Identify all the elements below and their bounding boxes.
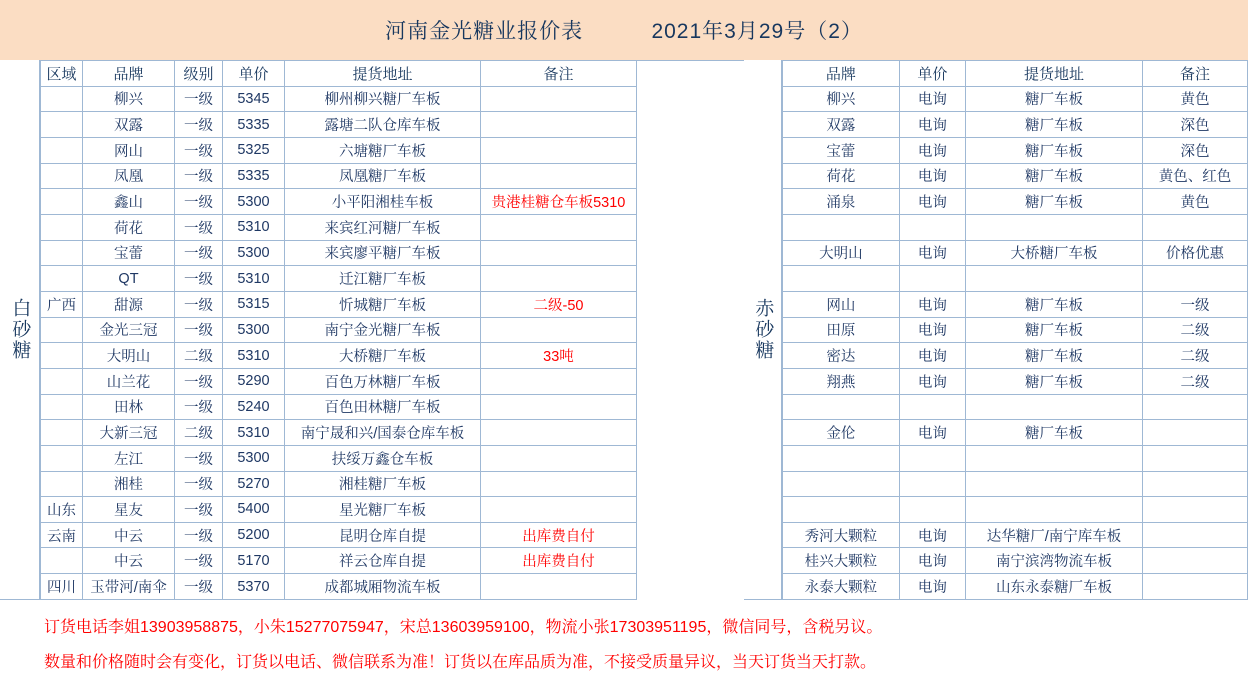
cell-note: 价格优惠 xyxy=(1143,240,1248,266)
cell-grade: 一级 xyxy=(175,240,223,266)
cell-region xyxy=(41,266,83,292)
cell-brand: 田林 xyxy=(83,394,175,420)
cell-address: 扶绥万鑫仓车板 xyxy=(285,445,481,471)
cell-region xyxy=(41,214,83,240)
cell-price xyxy=(899,445,965,471)
column-header-2: 级别 xyxy=(175,61,223,87)
red-sugar-pane xyxy=(744,60,1248,600)
cell-grade: 一级 xyxy=(175,574,223,600)
table-row xyxy=(41,266,637,292)
cell-note: 出库费自付 xyxy=(481,548,637,574)
cell-region xyxy=(41,163,83,189)
cell-brand: 甜源 xyxy=(83,291,175,317)
cell-region: 广西 xyxy=(41,291,83,317)
cell-price: 5300 xyxy=(223,317,285,343)
cell-brand: 网山 xyxy=(783,291,900,317)
cell-price: 电询 xyxy=(899,420,965,446)
cell-address: 糖厂车板 xyxy=(965,86,1142,112)
red-sugar-table xyxy=(782,60,1248,600)
cell-region: 四川 xyxy=(41,574,83,600)
cell-address: 糖厂车板 xyxy=(965,343,1142,369)
cell-note: 出库费自付 xyxy=(481,522,637,548)
table-row xyxy=(783,112,1248,138)
cell-price: 电询 xyxy=(899,240,965,266)
cell-address: 糖厂车板 xyxy=(965,420,1142,446)
cell-price: 电询 xyxy=(899,112,965,138)
cell-note: 黄色 xyxy=(1143,86,1248,112)
cell-brand: 中云 xyxy=(83,548,175,574)
cell-address: 露塘二队仓库车板 xyxy=(285,112,481,138)
cell-brand: 双露 xyxy=(83,112,175,138)
cell-grade: 二级 xyxy=(175,343,223,369)
red-sugar-label-text: 赤砂糖 xyxy=(752,298,774,361)
cell-price: 5315 xyxy=(223,291,285,317)
cell-note: 一级 xyxy=(1143,291,1248,317)
footer-line-1: 订货电话李姐13903958875，小朱15277075947，宋总13603959100，物流小张17303951195，微信同号，含税另议。 xyxy=(44,619,883,636)
cell-note xyxy=(481,163,637,189)
cell-price: 电询 xyxy=(899,522,965,548)
table-row xyxy=(41,112,637,138)
table-row xyxy=(783,291,1248,317)
cell-region xyxy=(41,368,83,394)
cell-grade: 一级 xyxy=(175,189,223,215)
cell-price: 5400 xyxy=(223,497,285,523)
cell-note xyxy=(1143,522,1248,548)
cell-brand: QT xyxy=(83,266,175,292)
tables-area xyxy=(0,60,1248,600)
cell-grade: 二级 xyxy=(175,420,223,446)
table-row xyxy=(41,420,637,446)
cell-brand: 大新三冠 xyxy=(83,420,175,446)
cell-region xyxy=(41,343,83,369)
column-header-2: 提货地址 xyxy=(965,61,1142,87)
cell-price: 5335 xyxy=(223,163,285,189)
cell-address: 大桥糖厂车板 xyxy=(285,343,481,369)
column-header-3: 备注 xyxy=(1143,61,1248,87)
table-row xyxy=(41,548,637,574)
cell-note: 黄色 xyxy=(1143,189,1248,215)
table-row xyxy=(783,394,1248,420)
cell-address: 百色田林糖厂车板 xyxy=(285,394,481,420)
cell-note: 贵港桂糖仓车板5310 xyxy=(481,189,637,215)
cell-address: 六塘糖厂车板 xyxy=(285,137,481,163)
cell-grade: 一级 xyxy=(175,548,223,574)
cell-price: 电询 xyxy=(899,317,965,343)
table-row xyxy=(783,548,1248,574)
cell-region xyxy=(41,189,83,215)
cell-price xyxy=(899,214,965,240)
cell-address: 柳州柳兴糖厂车板 xyxy=(285,86,481,112)
cell-brand xyxy=(783,266,900,292)
cell-address xyxy=(965,394,1142,420)
column-header-5: 备注 xyxy=(481,61,637,87)
cell-note xyxy=(1143,266,1248,292)
cell-brand xyxy=(783,497,900,523)
cell-address xyxy=(965,266,1142,292)
cell-brand xyxy=(783,214,900,240)
cell-price: 5170 xyxy=(223,548,285,574)
table-header-row xyxy=(783,61,1248,87)
cell-address: 糖厂车板 xyxy=(965,112,1142,138)
cell-price: 电询 xyxy=(899,189,965,215)
cell-address: 昆明仓库自提 xyxy=(285,522,481,548)
cell-price: 5310 xyxy=(223,343,285,369)
cell-note xyxy=(481,214,637,240)
cell-note xyxy=(481,266,637,292)
cell-brand: 秀河大颗粒 xyxy=(783,522,900,548)
cell-note: 二级 xyxy=(1143,317,1248,343)
cell-brand: 中云 xyxy=(83,522,175,548)
cell-region xyxy=(41,240,83,266)
page-title: 河南金光糖业报价表 2021年3月29号（2） xyxy=(385,20,863,43)
table-row xyxy=(41,574,637,600)
cell-price xyxy=(899,497,965,523)
cell-note xyxy=(1143,394,1248,420)
cell-note xyxy=(481,86,637,112)
cell-note xyxy=(481,574,637,600)
cell-price: 5310 xyxy=(223,266,285,292)
white-sugar-pane xyxy=(0,60,744,600)
cell-note xyxy=(481,394,637,420)
table-row xyxy=(41,189,637,215)
cell-brand: 网山 xyxy=(83,137,175,163)
cell-brand: 宝蕾 xyxy=(783,137,900,163)
cell-address xyxy=(965,471,1142,497)
cell-note xyxy=(1143,420,1248,446)
cell-grade: 一级 xyxy=(175,137,223,163)
cell-price: 电询 xyxy=(899,137,965,163)
cell-address: 糖厂车板 xyxy=(965,137,1142,163)
table-row xyxy=(783,497,1248,523)
cell-brand: 双露 xyxy=(783,112,900,138)
table-row xyxy=(41,291,637,317)
cell-region: 云南 xyxy=(41,522,83,548)
cell-address xyxy=(965,445,1142,471)
table-row xyxy=(783,445,1248,471)
table-row xyxy=(783,240,1248,266)
cell-brand: 宝蕾 xyxy=(83,240,175,266)
cell-note xyxy=(1143,497,1248,523)
cell-address: 大桥糖厂车板 xyxy=(965,240,1142,266)
cell-address: 祥云仓库自提 xyxy=(285,548,481,574)
cell-note xyxy=(481,445,637,471)
table-row xyxy=(783,266,1248,292)
table-row xyxy=(41,163,637,189)
cell-grade: 一级 xyxy=(175,317,223,343)
cell-grade: 一级 xyxy=(175,368,223,394)
cell-brand: 凤凰 xyxy=(83,163,175,189)
cell-brand: 翔燕 xyxy=(783,368,900,394)
cell-address: 山东永泰糖厂车板 xyxy=(965,574,1142,600)
cell-price: 电询 xyxy=(899,548,965,574)
table-row xyxy=(783,137,1248,163)
cell-brand: 荷花 xyxy=(783,163,900,189)
cell-brand: 柳兴 xyxy=(783,86,900,112)
cell-note xyxy=(481,497,637,523)
cell-brand: 涌泉 xyxy=(783,189,900,215)
cell-address: 凤凰糖厂车板 xyxy=(285,163,481,189)
cell-brand xyxy=(783,445,900,471)
cell-address: 星光糖厂车板 xyxy=(285,497,481,523)
cell-brand: 桂兴大颗粒 xyxy=(783,548,900,574)
cell-brand: 玉带河/南伞 xyxy=(83,574,175,600)
table-row xyxy=(783,189,1248,215)
table-row xyxy=(41,445,637,471)
table-row xyxy=(783,471,1248,497)
cell-brand: 田原 xyxy=(783,317,900,343)
cell-price xyxy=(899,471,965,497)
cell-price: 5310 xyxy=(223,214,285,240)
footer-line-2: 数量和价格随时会有变化，订货以电话、微信联系为准！订货以在库品质为准，不接受质量异议，当天订货当天打款。 xyxy=(44,654,877,671)
cell-brand: 金光三冠 xyxy=(83,317,175,343)
cell-price: 电询 xyxy=(899,574,965,600)
cell-note: 深色 xyxy=(1143,112,1248,138)
cell-note xyxy=(1143,548,1248,574)
white-sugar-table xyxy=(40,60,637,600)
table-row xyxy=(41,368,637,394)
table-row xyxy=(41,343,637,369)
column-header-4: 提货地址 xyxy=(285,61,481,87)
cell-address xyxy=(965,497,1142,523)
cell-address: 糖厂车板 xyxy=(965,317,1142,343)
cell-price: 电询 xyxy=(899,86,965,112)
cell-note xyxy=(481,112,637,138)
cell-price: 5300 xyxy=(223,445,285,471)
cell-price xyxy=(899,394,965,420)
cell-price: 电询 xyxy=(899,163,965,189)
cell-price: 电询 xyxy=(899,368,965,394)
table-row xyxy=(41,214,637,240)
white-sugar-label xyxy=(0,60,40,600)
cell-price: 5335 xyxy=(223,112,285,138)
red-sugar-label xyxy=(744,60,782,600)
cell-brand: 柳兴 xyxy=(83,86,175,112)
column-header-1: 品牌 xyxy=(83,61,175,87)
cell-note: 二级-50 xyxy=(481,291,637,317)
cell-grade: 一级 xyxy=(175,445,223,471)
cell-brand: 永泰大颗粒 xyxy=(783,574,900,600)
cell-note xyxy=(1143,445,1248,471)
cell-address: 南宁滨湾物流车板 xyxy=(965,548,1142,574)
cell-grade: 一级 xyxy=(175,266,223,292)
cell-brand xyxy=(783,394,900,420)
footer-notes xyxy=(0,600,1248,700)
table-row xyxy=(41,137,637,163)
cell-grade: 一级 xyxy=(175,86,223,112)
cell-grade: 一级 xyxy=(175,291,223,317)
cell-brand: 密达 xyxy=(783,343,900,369)
column-header-3: 单价 xyxy=(223,61,285,87)
cell-address: 来宾廖平糖厂车板 xyxy=(285,240,481,266)
cell-note xyxy=(1143,471,1248,497)
cell-region xyxy=(41,317,83,343)
cell-address: 成都城厢物流车板 xyxy=(285,574,481,600)
white-sugar-label-text: 白砂糖 xyxy=(9,298,31,361)
cell-note xyxy=(481,420,637,446)
cell-grade: 一级 xyxy=(175,471,223,497)
cell-note: 二级 xyxy=(1143,343,1248,369)
cell-grade: 一级 xyxy=(175,394,223,420)
cell-address: 百色万林糖厂车板 xyxy=(285,368,481,394)
table-row xyxy=(41,86,637,112)
cell-note xyxy=(481,317,637,343)
cell-note: 二级 xyxy=(1143,368,1248,394)
cell-note xyxy=(481,240,637,266)
cell-address: 糖厂车板 xyxy=(965,163,1142,189)
cell-brand: 山兰花 xyxy=(83,368,175,394)
cell-region xyxy=(41,86,83,112)
table-row xyxy=(783,574,1248,600)
table-row xyxy=(41,394,637,420)
cell-note: 33吨 xyxy=(481,343,637,369)
cell-address: 忻城糖厂车板 xyxy=(285,291,481,317)
cell-region xyxy=(41,420,83,446)
cell-address: 糖厂车板 xyxy=(965,189,1142,215)
table-row xyxy=(783,343,1248,369)
table-row xyxy=(783,214,1248,240)
cell-price: 5345 xyxy=(223,86,285,112)
cell-price: 电询 xyxy=(899,343,965,369)
cell-note: 黄色、红色 xyxy=(1143,163,1248,189)
cell-address: 南宁金光糖厂车板 xyxy=(285,317,481,343)
cell-price: 5325 xyxy=(223,137,285,163)
cell-note xyxy=(481,137,637,163)
table-row xyxy=(41,522,637,548)
cell-region: 山东 xyxy=(41,497,83,523)
cell-note xyxy=(481,368,637,394)
cell-brand: 荷花 xyxy=(83,214,175,240)
cell-grade: 一级 xyxy=(175,522,223,548)
cell-brand: 大明山 xyxy=(83,343,175,369)
cell-grade: 一级 xyxy=(175,214,223,240)
title-bar xyxy=(0,0,1248,61)
cell-address: 糖厂车板 xyxy=(965,291,1142,317)
column-header-0: 区域 xyxy=(41,61,83,87)
table-row xyxy=(783,163,1248,189)
cell-address: 达华糖厂/南宁库车板 xyxy=(965,522,1142,548)
table-row xyxy=(41,240,637,266)
cell-price: 5200 xyxy=(223,522,285,548)
cell-price: 5240 xyxy=(223,394,285,420)
cell-note xyxy=(481,471,637,497)
cell-brand: 大明山 xyxy=(783,240,900,266)
cell-region xyxy=(41,137,83,163)
cell-address: 糖厂车板 xyxy=(965,368,1142,394)
cell-price: 5310 xyxy=(223,420,285,446)
cell-brand: 星友 xyxy=(83,497,175,523)
cell-address: 来宾红河糖厂车板 xyxy=(285,214,481,240)
cell-note xyxy=(1143,574,1248,600)
cell-price: 5300 xyxy=(223,189,285,215)
cell-price: 5290 xyxy=(223,368,285,394)
table-row xyxy=(783,86,1248,112)
column-header-1: 单价 xyxy=(899,61,965,87)
cell-price: 5270 xyxy=(223,471,285,497)
cell-grade: 一级 xyxy=(175,112,223,138)
table-row xyxy=(41,317,637,343)
cell-price: 5300 xyxy=(223,240,285,266)
table-header-row xyxy=(41,61,637,87)
cell-price: 5370 xyxy=(223,574,285,600)
cell-note xyxy=(1143,214,1248,240)
cell-region xyxy=(41,394,83,420)
cell-address: 湘桂糖厂车板 xyxy=(285,471,481,497)
cell-region xyxy=(41,112,83,138)
cell-brand: 湘桂 xyxy=(83,471,175,497)
cell-price xyxy=(899,266,965,292)
cell-brand: 金伦 xyxy=(783,420,900,446)
cell-price: 电询 xyxy=(899,291,965,317)
cell-brand: 左江 xyxy=(83,445,175,471)
cell-region xyxy=(41,445,83,471)
cell-region xyxy=(41,548,83,574)
table-row xyxy=(783,522,1248,548)
cell-address: 南宁晟和兴/国泰仓库车板 xyxy=(285,420,481,446)
table-row xyxy=(783,317,1248,343)
cell-address: 迁江糖厂车板 xyxy=(285,266,481,292)
table-row xyxy=(41,471,637,497)
cell-grade: 一级 xyxy=(175,497,223,523)
cell-address: 小平阳湘桂车板 xyxy=(285,189,481,215)
cell-grade: 一级 xyxy=(175,163,223,189)
cell-note: 深色 xyxy=(1143,137,1248,163)
table-row xyxy=(783,368,1248,394)
cell-brand: 鑫山 xyxy=(83,189,175,215)
column-header-0: 品牌 xyxy=(783,61,900,87)
table-row xyxy=(41,497,637,523)
table-row xyxy=(783,420,1248,446)
cell-brand xyxy=(783,471,900,497)
cell-address xyxy=(965,214,1142,240)
cell-region xyxy=(41,471,83,497)
